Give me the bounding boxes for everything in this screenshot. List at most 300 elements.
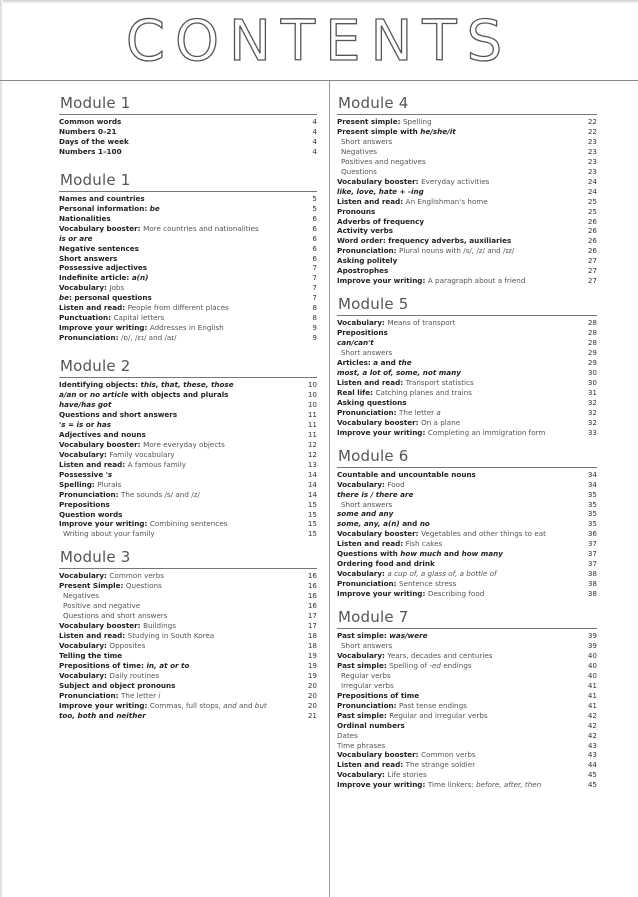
toc-entry-page: 32 [587,407,597,417]
toc-entry-text [337,197,492,207]
toc-entry [337,750,597,760]
toc-entry-text-part: -ed [429,660,441,670]
toc-entry-text [337,167,381,177]
toc-entry-text [337,500,396,510]
toc-entry-text [59,440,229,450]
toc-entry-page: 7 [312,273,317,283]
toc-entry-text-part: Family vocabulary [109,449,175,459]
toc-entry-text-part: Transport statistics [405,377,474,387]
toc-entry [59,591,317,601]
toc-entry-text [59,571,168,581]
toc-entry-text-part: The letter [121,690,159,700]
toc-entry [337,519,597,529]
toc-entry [337,641,597,651]
toc-entry-text [337,721,409,731]
toc-entry-text [337,750,480,760]
toc-entry-page: 25 [587,206,597,216]
module-section [337,608,597,790]
toc-entry-text [59,390,232,400]
toc-entry-text [59,581,166,591]
toc-entry-page: 16 [307,571,317,581]
toc-entry [337,348,597,358]
toc-entry-text [337,661,476,671]
toc-entry-text-part: and [236,700,255,710]
toc-entry-text-part: Vocabulary booster: [337,529,422,539]
toc-entry [59,691,317,701]
toc-entry-page: 31 [587,387,597,397]
toc-entry-text-part: Questions [125,581,162,591]
toc-entry-text [337,147,381,157]
toc-entry-text-part: Ordering food and drink [337,559,435,569]
toc-entry-page: 27 [587,266,597,276]
toc-entry-text-part: Vocabulary booster: [337,417,422,427]
toc-entry [337,480,597,490]
toc-entry-text-part: Prepositions of time [337,690,420,700]
toc-entry [59,641,317,651]
toc-entry-text-part: Pronunciation: [59,333,122,343]
toc-entry-text-part: Asking questions [337,397,407,407]
toc-entry-page: 38 [587,569,597,579]
toc-entry [59,147,317,157]
toc-entry-page: 35 [587,489,597,499]
toc-entry-text-part: with objects and plurals [128,390,229,400]
toc-entry [337,256,597,266]
toc-entry [337,398,597,408]
toc-entry-text-part: and [441,549,462,559]
toc-entry-text [59,147,126,157]
toc-entry-page: 11 [307,429,317,439]
toc-entry-text-part: a [373,358,379,368]
toc-entry-text [337,770,431,780]
toc-entry-text-part: Improve your writing: [337,780,428,790]
toc-entry-page: 26 [587,216,597,226]
toc-entry [59,263,317,273]
toc-entry [59,450,317,460]
toc-entry-page: 26 [587,246,597,256]
toc-entry-page: 28 [587,318,597,328]
toc-entry-text-part: Listen and read: [337,377,406,387]
toc-entry-text-part: Writing about your family [63,529,155,539]
toc-entry-text [337,589,488,599]
toc-entry-text-part: or [76,390,90,400]
toc-entry [59,380,317,390]
toc-entry [59,127,317,137]
toc-entry-text [59,234,97,244]
module-rule [337,114,597,115]
toc-entry-page: 26 [587,236,597,246]
toc-entry-text-part: Common verbs [109,571,165,581]
toc-entry-text-part: Short answers [341,348,393,358]
toc-entry [59,224,317,234]
toc-entry-text [337,217,428,227]
toc-entry-page: 27 [587,276,597,286]
toc-entry-page: 44 [587,760,597,770]
toc-entry-text-part: Activity verbs [337,226,394,236]
toc-entry-text [59,470,116,480]
toc-entry-text-part: in, at or to [146,660,190,670]
toc-entry-text-part: this, that, these, those [140,380,234,390]
toc-entry-text-part: Common words [59,117,122,126]
toc-entry-text-part: Vocabulary: [337,569,388,579]
toc-entry-text-part: Fish cakes [405,539,443,549]
toc-entry-text-part: Improve your writing: [59,323,150,333]
header-rule [0,80,638,81]
toc-entry-page: 33 [587,427,597,437]
toc-entry-text-part: a(n) [131,273,149,283]
toc-entry-text-part: Improve your writing: [59,519,150,529]
toc-entry-text-part: Prepositions [337,328,388,338]
toc-entry-text [59,591,103,601]
toc-entry-text-part: Indefinite article: [59,273,132,283]
module-section [337,94,597,286]
toc-entry-text-part: be [149,203,160,213]
toc-entry [337,731,597,741]
toc-entry-text-part: Countable and uncountable nouns [337,469,476,479]
toc-entry-text [337,137,396,147]
toc-entry-text-part: Word order: frequency adverbs, auxiliaries [337,236,512,246]
toc-entry-text [59,303,233,313]
toc-entry-text-part: is or are [59,233,93,243]
toc-entry-text-part: neither [116,710,146,720]
toc-entry-text-part: Adverbs of frequency [337,216,425,226]
toc-entry-page: 23 [587,156,597,166]
toc-entry-page: 41 [587,700,597,710]
toc-entry-text-part: is [76,419,84,429]
toc-entry-text-part: Short answers [59,253,118,263]
toc-entry-text [337,490,417,500]
module-rule [59,191,317,192]
toc-entry-text-part: Jobs [109,283,125,293]
toc-entry-text-part: Punctuation: [59,313,114,323]
toc-entry-text-part: Listen and read: [337,760,406,770]
toc-entry [59,420,317,430]
toc-entry-page: 19 [307,650,317,660]
toc-entry-page: 4 [312,146,317,156]
toc-entry-text [59,641,149,651]
toc-entry-text-part: Pronunciation: [337,700,400,710]
toc-entry-page: 8 [312,303,317,313]
toc-entry-page: 5 [312,193,317,203]
toc-entry-page: 19 [307,660,317,670]
toc-entry [337,760,597,770]
module-title: Module 6 [338,446,409,465]
toc-entry-page: 32 [587,397,597,407]
toc-entry-text-part: Pronunciation: [337,246,400,256]
toc-entry-text [59,510,126,520]
toc-entry-page: 21 [307,710,317,720]
toc-entry-text [337,428,549,438]
toc-entry-text-part: People from different places [127,303,229,313]
toc-entry-text-part: Nationalities [59,213,111,223]
toc-entry-text [337,509,397,519]
module-section [59,94,317,157]
toc-entry-page: 22 [587,117,597,126]
toc-entry-page: 15 [307,529,317,539]
toc-entry [337,207,597,217]
toc-entry [59,611,317,621]
toc-entry-text [59,480,125,490]
toc-entry-page: 16 [307,601,317,611]
toc-entry-text-part: some and any [337,509,394,519]
toc-entry-page: 4 [312,136,317,146]
toc-entry-page: 23 [587,146,597,156]
toc-entry-page: 9 [312,333,317,343]
toc-entry [59,601,317,611]
toc-entry-text-part: = [65,419,77,429]
toc-entry-text [337,470,480,480]
toc-entry-text [59,430,150,440]
toc-entry-text [337,318,459,328]
toc-entry-text-part: Describing food [427,589,485,599]
toc-entry [337,509,597,519]
toc-entry-text-part: The sounds /s/ and /z/ [121,489,200,499]
toc-entry-text-part: Pronunciation: [337,407,400,417]
toc-entry-text-part: Vegetables and other things to eat [421,529,546,539]
toc-entry-page: 18 [307,641,317,651]
toc-entry [337,701,597,711]
toc-entry-text [337,760,479,770]
toc-entry-text-part: was/were [389,631,428,641]
toc-entry [59,510,317,520]
toc-entry-text-part: Negatives [341,146,378,156]
toc-entry-text [59,204,164,214]
toc-entry [337,631,597,641]
toc-entry-text [337,266,392,276]
toc-entry-text [337,358,416,368]
toc-entry-text [337,117,436,127]
scan-edge-top [0,0,638,4]
toc-entry-text [59,529,159,539]
toc-entry-page: 6 [312,223,317,233]
toc-entry-page: 25 [587,196,597,206]
toc-entry [59,440,317,450]
toc-entry [59,390,317,400]
toc-entry [59,293,317,303]
toc-entry-text [59,500,114,510]
toc-entry-text-part: Ordinal numbers [337,720,405,730]
module-title: Module 5 [338,295,409,314]
module-title: Module 4 [338,94,409,112]
toc-entry-text [337,549,507,559]
toc-entry-text-part: Pronouns [337,206,376,216]
toc-entry-page: 30 [587,367,597,377]
toc-entry-text-part: most, a lot of, some, not many [337,367,461,377]
toc-entry-page: 15 [307,499,317,509]
toc-entry-page: 32 [587,417,597,427]
toc-entry-page: 26 [587,226,597,236]
toc-entry-text [337,631,432,641]
toc-entry-page: 42 [587,710,597,720]
toc-entry-text [337,328,392,338]
toc-entry-text-part: a [436,407,441,417]
toc-entry-text [337,539,446,549]
toc-entry-text [337,529,550,539]
toc-entry-text-part: Pronunciation: [337,579,400,589]
toc-entry-text-part: Dates [337,730,358,740]
toc-entry-page: 10 [307,380,317,390]
toc-entry [337,671,597,681]
toc-entry [59,500,317,510]
toc-entry-page: 15 [307,519,317,529]
toc-entry-text-part: Listen and read: [59,631,128,641]
toc-entry-text-part: More countries and nationalities [143,223,259,233]
toc-entry-text-part: Personal information: [59,203,150,213]
toc-entry-page: 17 [307,621,317,631]
toc-entry-text [337,741,389,751]
toc-entry-page: 43 [587,750,597,760]
toc-entry-text [337,569,501,579]
toc-entry [337,428,597,438]
toc-entry-text-part: and [96,710,117,720]
toc-entry [337,318,597,328]
toc-entry-text [59,333,180,343]
toc-entry-page: 43 [587,740,597,750]
toc-entry-text-part: Articles: [337,358,374,368]
toc-entry [59,313,317,323]
toc-entry [337,127,597,137]
toc-entry-text-part: too, both [59,710,97,720]
toc-entry-text-part: Improve your writing: [337,589,428,599]
toc-entry-page: 35 [587,519,597,529]
toc-entry [337,236,597,246]
toc-entry-text-part: Vocabulary: [59,641,110,651]
toc-entry-text [337,641,396,651]
toc-entry-text-part: Questions with [337,549,401,559]
toc-entry-text [337,348,396,358]
toc-entry-text [59,460,190,470]
toc-entry-text [337,691,423,701]
module-title: Module 7 [338,608,409,627]
toc-entry [337,147,597,157]
toc-entry-text [337,246,518,256]
toc-entry-text-part: Vocabulary: [59,283,110,293]
toc-entry-text-part: Plural nouns with /s/, /z/ and /ɪz/ [399,246,515,256]
toc-entry-text [59,621,180,631]
toc-entry-text [59,263,151,273]
toc-entry-page: 45 [587,780,597,790]
toc-entry-text-part: : personal questions [69,293,152,303]
toc-entry-text-part: Short answers [341,136,393,146]
toc-entry-text-part: some, any, a(n) [337,519,400,529]
toc-entry [337,770,597,780]
toc-entry-text [337,671,395,681]
toc-entry-page: 40 [587,670,597,680]
toc-entry-text-part: Daily routines [109,670,160,680]
toc-entry-page: 7 [312,283,317,293]
toc-entry-text [59,661,193,671]
toc-entry-text [59,283,128,293]
toc-entry [59,333,317,343]
toc-entry-text-part: On a plane [421,417,461,427]
toc-entry-page: 6 [312,243,317,253]
scan-edge-left [0,0,3,897]
toc-entry-text [59,420,115,430]
toc-entry-text [59,691,164,701]
module-section [59,357,317,539]
toc-entry-text-part: or [83,419,97,429]
toc-entry-text-part: Capital letters [113,313,165,323]
toc-entry-page: 35 [587,509,597,519]
toc-entry [337,266,597,276]
toc-entry-text-part: Studying in South Korea [127,631,215,641]
toc-entry-text-part: Short answers [341,499,393,509]
toc-entry-text [337,579,460,589]
toc-entry [59,214,317,224]
toc-entry-text-part: Regular verbs [341,670,391,680]
toc-entry [59,460,317,470]
toc-entry-text-part: Past simple: [337,660,390,670]
toc-entry-text-part: Telling the time [59,650,123,660]
toc-entry-text-part: and [378,358,399,368]
toc-entry-text [59,224,263,234]
contents-column-left [59,94,317,730]
toc-entry [337,529,597,539]
module-title: Module 2 [60,357,131,376]
toc-entry [337,408,597,418]
toc-entry [59,519,317,529]
toc-entry-text-part: Vocabulary booster: [59,223,144,233]
toc-entry-text-part: Time linkers: [427,780,476,790]
toc-entry-page: 38 [587,589,597,599]
toc-entry-text [59,681,179,691]
module-rule [59,568,317,569]
toc-entry-text-part: Food [387,479,405,489]
toc-entry-text [59,273,152,283]
toc-entry-text-part: like, love, hate + -ing [337,186,424,196]
toc-entry-page: 30 [587,377,597,387]
toc-entry-page: 42 [587,730,597,740]
toc-entry-text-part: Vocabulary booster: [59,439,144,449]
toc-entry-text-part: and [223,700,237,710]
toc-entry-text [59,137,133,147]
toc-entry-text-part: Vocabulary: [59,571,110,581]
toc-entry-page: 7 [312,293,317,303]
toc-entry [337,579,597,589]
toc-entry-text-part: Apostrophes [337,266,389,276]
toc-entry-text [59,127,121,137]
toc-entry-page: 40 [587,650,597,660]
toc-entry-text [337,207,379,217]
toc-entry [59,490,317,500]
toc-entry-text [337,731,362,741]
toc-entry-text [337,388,476,398]
toc-entry-text-part: Past simple: [337,710,390,720]
toc-entry-page: 29 [587,358,597,368]
toc-entry [59,323,317,333]
toc-entry-text [59,244,143,254]
toc-entry-text-part: Everyday activities [421,176,490,186]
toc-entry-text-part: Negatives [63,591,100,601]
toc-entry-text-part: Common verbs [421,750,476,760]
toc-entry-text [337,681,398,691]
toc-entry-text-part: Vocabulary: [337,650,388,660]
toc-entry-page: 11 [307,419,317,429]
toc-entry-text-part: Irregular verbs [341,680,394,690]
toc-entry-page: 39 [587,631,597,641]
toc-entry [59,234,317,244]
toc-entry [337,368,597,378]
toc-entry-text-part: has [96,419,112,429]
toc-entry-text [337,338,378,348]
toc-entry-text-part: Pronunciation: [59,489,122,499]
toc-entry-text [337,418,464,428]
toc-entry-page: 7 [312,263,317,273]
toc-entry-text [59,323,228,333]
module-section [337,447,597,599]
toc-entry-page: 14 [307,469,317,479]
toc-entry-page: 4 [312,126,317,136]
toc-entry [59,681,317,691]
